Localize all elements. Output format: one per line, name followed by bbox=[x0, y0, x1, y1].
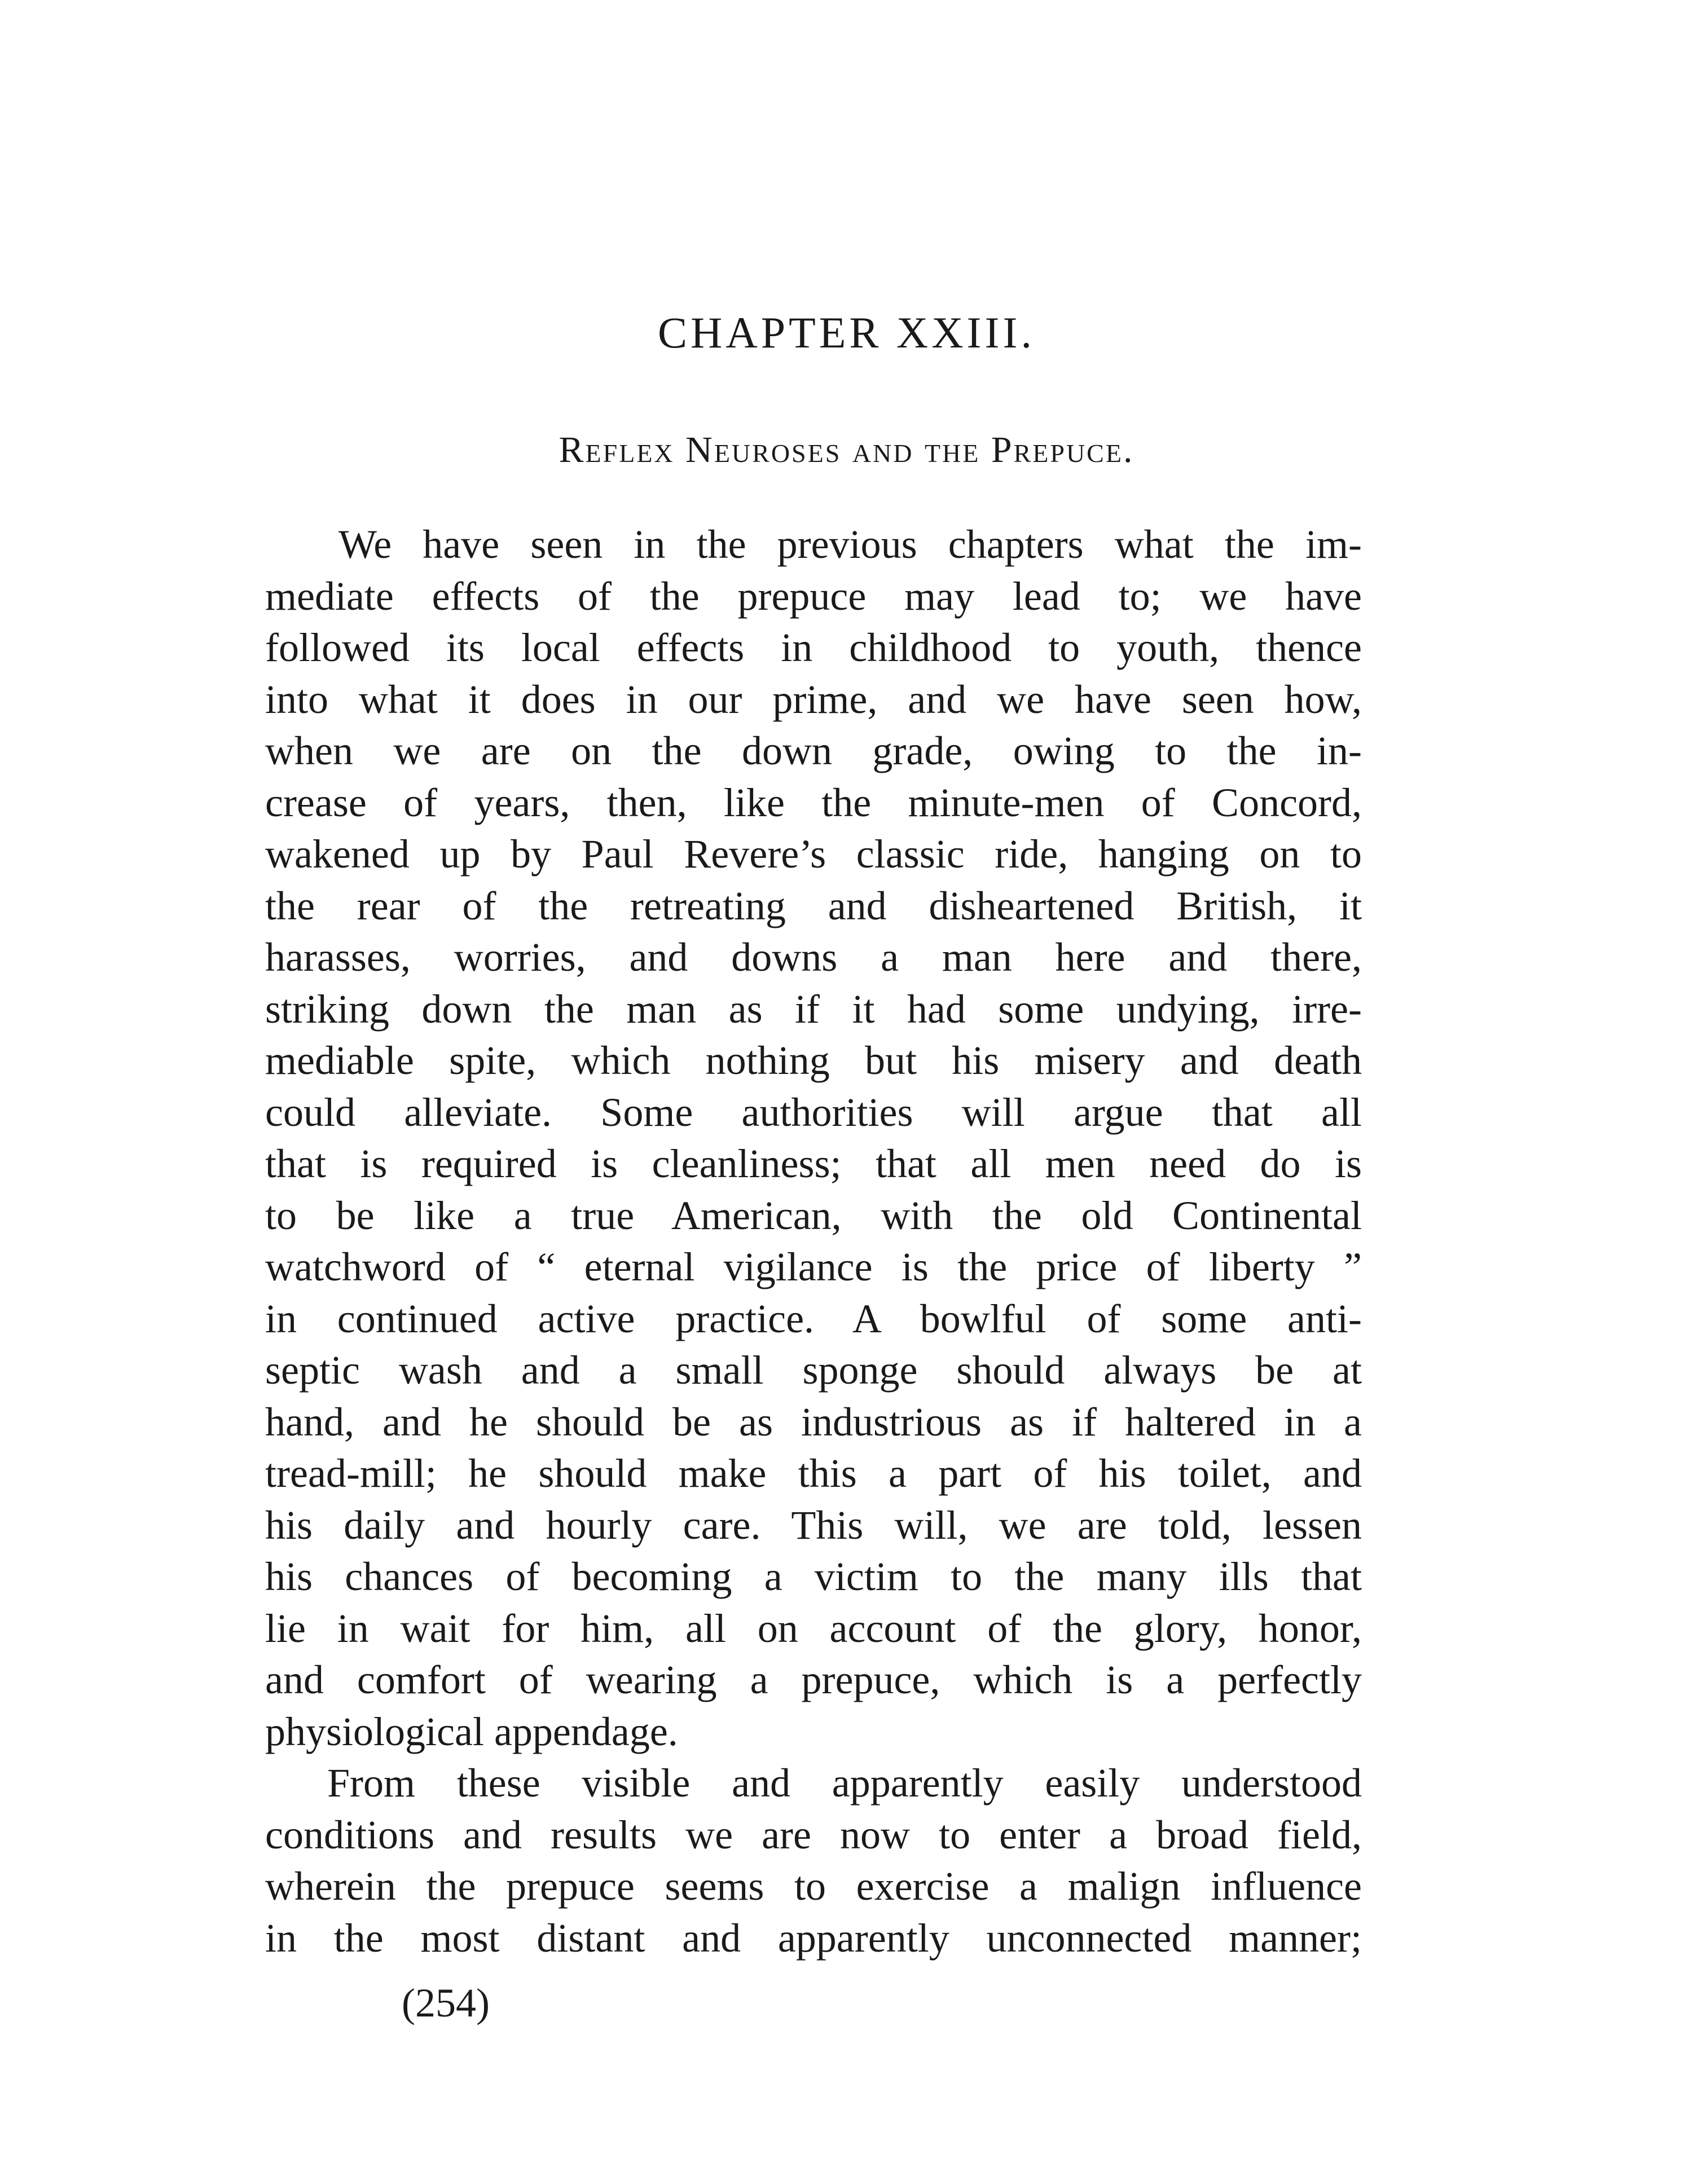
text-line: From these visible and apparently easily understood bbox=[327, 1760, 1362, 1806]
text-line: in the most distant and apparently unconnected manner; bbox=[265, 1915, 1362, 1961]
page-number: (254) bbox=[402, 1980, 490, 2026]
text-line: mediate effects of the prepuce may lead to; we have bbox=[265, 573, 1362, 619]
text-line: lie in wait for him, all on account of the glory, honor, bbox=[265, 1605, 1362, 1651]
text-line: could alleviate. Some authorities will argue that all bbox=[265, 1089, 1362, 1135]
text-line: harasses, worries, and downs a man here and there, bbox=[265, 935, 1362, 980]
paragraph-1 bbox=[265, 519, 1362, 1758]
text-line: that is required is cleanliness; that all men need do is bbox=[265, 1141, 1362, 1186]
chapter-title: Reflex Neuroses and the Prepuce. bbox=[559, 429, 1134, 470]
text-line: the rear of the retreating and disheartened British, it bbox=[265, 883, 1362, 928]
text-line: to be like a true American, with the old Continental bbox=[265, 1192, 1362, 1238]
text-line: his daily and hourly care. This will, we are told, lessen bbox=[265, 1502, 1362, 1548]
text-line: physiological appendage. bbox=[265, 1709, 678, 1754]
text-line: conditions and results we are now to enter a broad field, bbox=[265, 1812, 1362, 1857]
text-line: his chances of becoming a victim to the many ills that bbox=[265, 1554, 1362, 1599]
text-line: septic wash and a small sponge should always be at bbox=[265, 1348, 1362, 1393]
text-line: wakened up by Paul Revere’s classic ride, hanging on to bbox=[265, 831, 1362, 877]
text-line: tread-mill; he should make this a part of his toilet, and bbox=[265, 1451, 1362, 1496]
text-line: wherein the prepuce seems to exercise a malign influence bbox=[265, 1864, 1362, 1909]
text-line: when we are on the down grade, owing to the in- bbox=[265, 728, 1362, 773]
text-line: hand, and he should be as industrious as if haltered in a bbox=[265, 1399, 1362, 1445]
text-line: in continued active practice. A bowlful of some anti- bbox=[265, 1296, 1362, 1341]
text-line: and comfort of wearing a prepuce, which is a perfectly bbox=[265, 1657, 1362, 1702]
paragraph-2 bbox=[265, 1758, 1362, 1964]
text-line: striking down the man as if it had some undying, irre- bbox=[265, 986, 1362, 1032]
text-line: We have seen in the previous chapters what the im- bbox=[338, 522, 1362, 567]
text-line: mediable spite, which nothing but his misery and death bbox=[265, 1038, 1362, 1083]
text-line: crease of years, then, like the minute-men of Concord, bbox=[265, 780, 1362, 825]
text-line: watchword of “ eternal vigilance is the price of liberty ” bbox=[265, 1244, 1362, 1289]
chapter-heading: CHAPTER XXIII. bbox=[658, 308, 1035, 357]
text-line: followed its local effects in childhood to youth, thence bbox=[265, 625, 1362, 670]
text-line: into what it does in our prime, and we have seen how, bbox=[265, 676, 1362, 722]
body-text bbox=[265, 519, 1362, 1964]
